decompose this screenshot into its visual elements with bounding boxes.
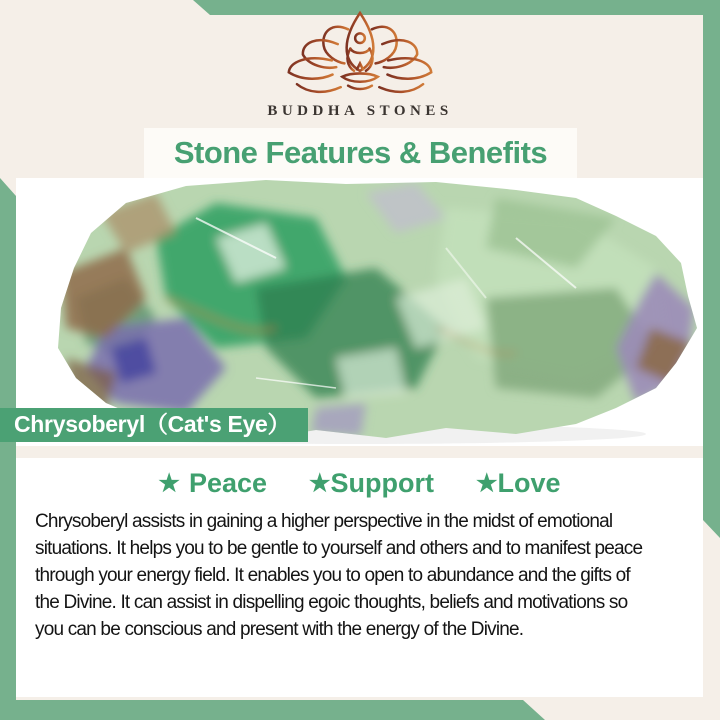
- stone-description: [35, 508, 703, 643]
- bottom-accent-strip: [0, 700, 545, 720]
- star-icon: ★: [476, 469, 498, 497]
- description-line: you can be conscious and present with the energy of the Divine.: [35, 619, 524, 640]
- brand-name: BUDDHA STONES: [267, 103, 453, 119]
- benefits-row: [16, 468, 703, 499]
- title-banner: [144, 128, 577, 178]
- benefit-love: [476, 468, 561, 499]
- description-line: through your energy field. It enables you to open to abundance and the gifts of: [35, 565, 630, 586]
- description-line: the Divine. It can assist in dispelling egoic thoughts, beliefs and motivations so: [35, 592, 628, 613]
- brand-logo: [0, 10, 720, 120]
- benefit-label: Love: [497, 468, 561, 498]
- left-accent-strip: [0, 178, 16, 720]
- description-line: situations. It helps you to be gentle to yourself and others and to manifest peace: [35, 538, 643, 559]
- star-icon: ★: [309, 469, 331, 497]
- benefit-label: Support: [330, 468, 435, 498]
- star-icon: ★: [158, 469, 180, 497]
- page-title: Stone Features & Benefits: [173, 135, 548, 170]
- benefit-peace: [158, 468, 267, 499]
- stone-photo: [16, 178, 703, 446]
- description-line: Chrysoberyl assists in gaining a higher perspective in the midst of emotional: [35, 511, 613, 532]
- benefit-label: Peace: [188, 468, 268, 498]
- lotus-meditation-icon: [244, 10, 476, 107]
- benefit-support: [309, 468, 434, 499]
- stone-name-label: Chrysoberyl（Cat's Eye）: [0, 408, 308, 442]
- details-panel: [16, 458, 703, 697]
- product-photo-panel: [16, 178, 703, 446]
